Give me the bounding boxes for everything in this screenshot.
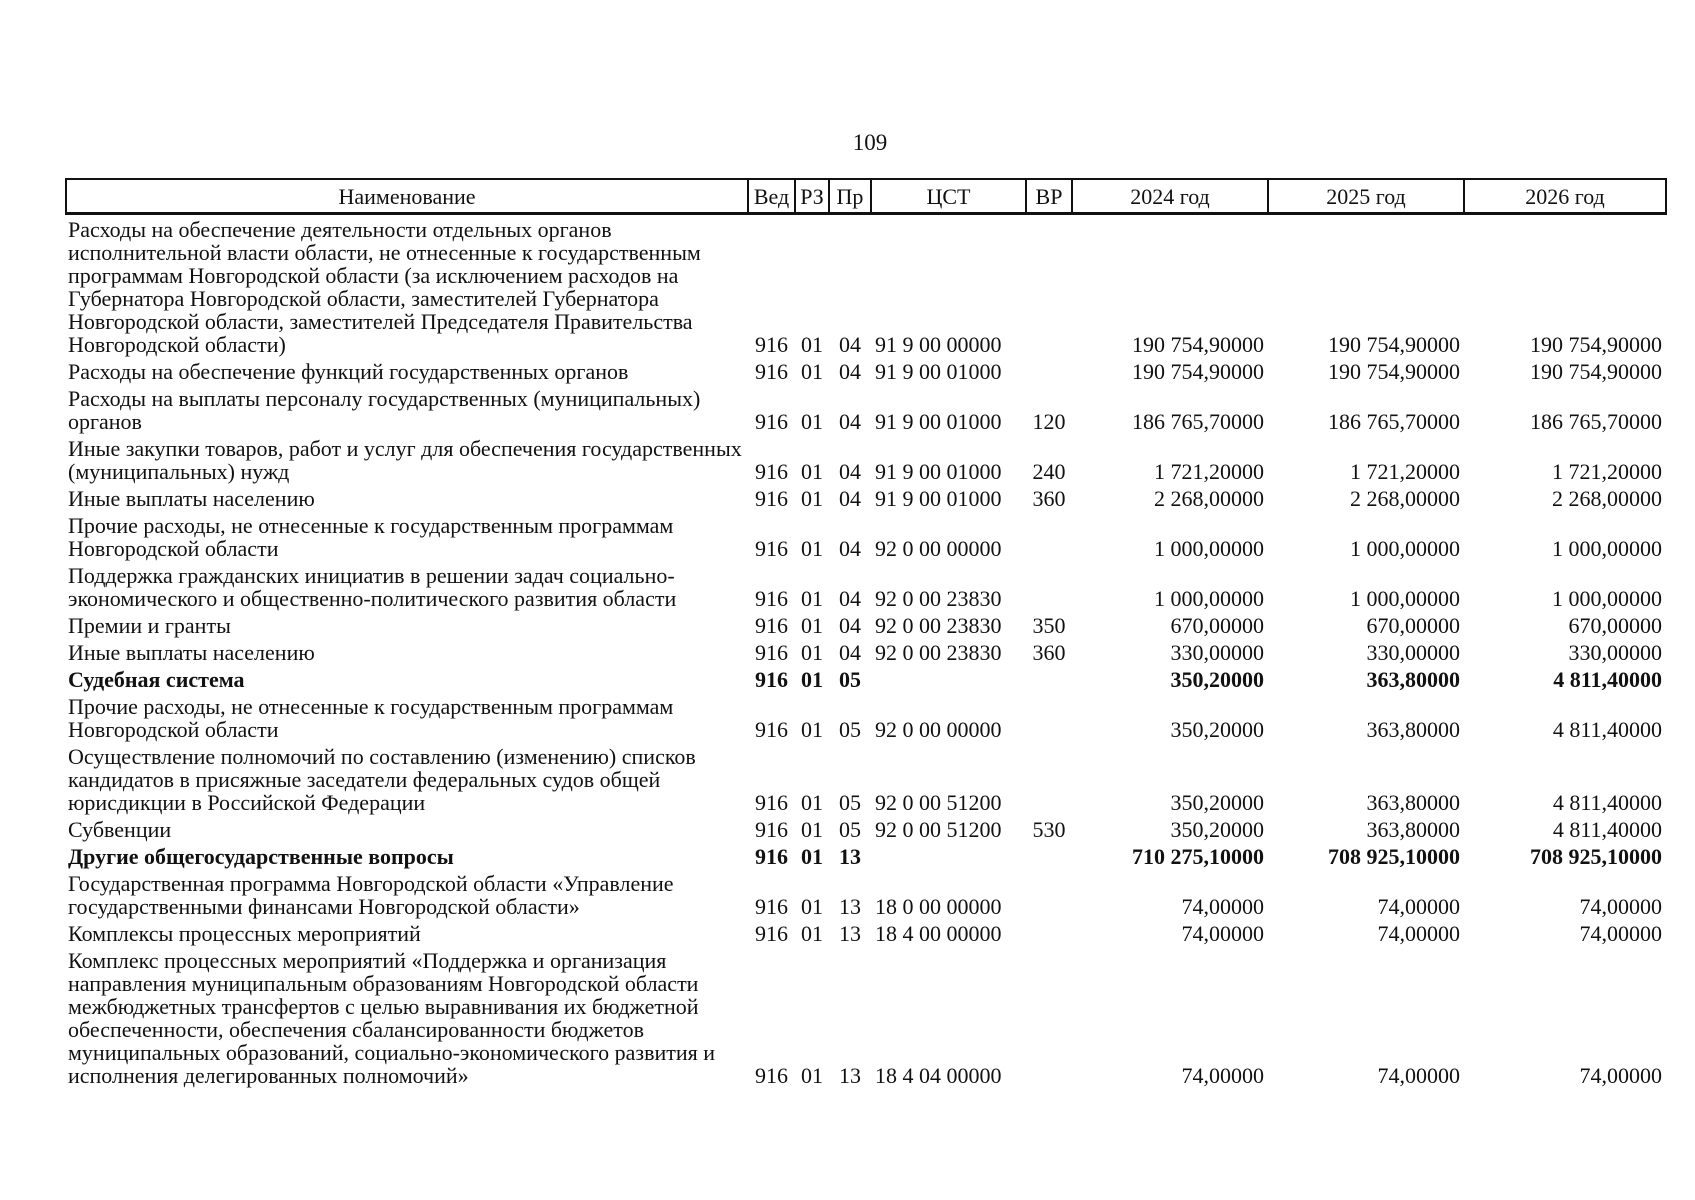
- table-row: [66, 484, 1666, 511]
- row-rz: 01: [801, 817, 823, 842]
- row-name: Субвенции: [68, 817, 172, 842]
- table-row: [66, 384, 1666, 434]
- row-amount-2025: 363,80000: [1366, 667, 1460, 692]
- header-2025: 2025 год: [1268, 179, 1464, 214]
- row-cst: [871, 842, 1026, 869]
- row-name: Осуществление полномочий по составлению (изменению) списков кандидатов в присяжные заседатели федеральных судов общей юрисдикции в Российской Федерации: [68, 744, 696, 815]
- row-amount-2024: 350,20000: [1170, 717, 1264, 742]
- row-cst: 92 0 00 23830: [875, 586, 1002, 611]
- row-amount-2024: 710 275,10000: [1132, 844, 1264, 869]
- row-rz: 01: [801, 667, 823, 692]
- row-ved: 916: [755, 894, 788, 919]
- row-rz: 01: [801, 332, 823, 357]
- table-row: [66, 665, 1666, 692]
- row-rz: 01: [801, 586, 823, 611]
- row-amount-2024: 74,00000: [1181, 894, 1264, 919]
- table-row: [66, 742, 1666, 815]
- row-vr: [1026, 842, 1072, 869]
- row-rz: 01: [801, 921, 823, 946]
- row-name: Иные выплаты населению: [68, 640, 315, 665]
- row-amount-2025: 2 268,00000: [1350, 486, 1460, 511]
- row-amount-2025: 330,00000: [1366, 640, 1460, 665]
- table-row: [66, 561, 1666, 611]
- table-row: [66, 434, 1666, 484]
- row-amount-2024: 350,20000: [1170, 817, 1264, 842]
- row-amount-2025: 670,00000: [1366, 613, 1460, 638]
- row-ved: 916: [755, 640, 788, 665]
- row-cst: 92 0 00 51200: [875, 790, 1002, 815]
- row-vr: 360: [1032, 486, 1066, 511]
- row-rz: 01: [801, 486, 823, 511]
- row-amount-2025: 363,80000: [1366, 817, 1460, 842]
- row-rz: 01: [801, 1063, 823, 1088]
- row-rz: 01: [801, 536, 823, 561]
- header-name: Наименование: [66, 179, 748, 214]
- row-cst: 92 0 00 23830: [875, 613, 1002, 638]
- row-pr: 04: [839, 586, 861, 611]
- table-header-row: [66, 179, 1666, 214]
- row-rz: 01: [801, 459, 823, 484]
- row-name: Судебная система: [68, 667, 245, 692]
- row-cst: 91 9 00 01000: [875, 409, 1002, 434]
- row-amount-2024: 74,00000: [1181, 921, 1264, 946]
- row-amount-2024: 186 765,70000: [1132, 409, 1264, 434]
- row-amount-2025: 1 000,00000: [1350, 586, 1460, 611]
- header-ved: Вед: [748, 179, 795, 214]
- table-row: [66, 692, 1666, 742]
- row-amount-2026: 1 000,00000: [1552, 586, 1662, 611]
- row-pr: 04: [839, 613, 861, 638]
- row-amount-2026: 670,00000: [1568, 613, 1662, 638]
- row-name: Поддержка гражданских инициатив в решении задач социально-экономического и общественно-политического развития области: [68, 563, 677, 611]
- row-name: Другие общегосударственные вопросы: [68, 844, 454, 869]
- row-name: Прочие расходы, не отнесенные к государственным программам Новгородской области: [68, 513, 674, 561]
- page-number: 109: [852, 130, 888, 155]
- row-name: Расходы на обеспечение функций государственных органов: [68, 359, 629, 384]
- row-amount-2025: 1 000,00000: [1350, 536, 1460, 561]
- row-vr: [1026, 869, 1072, 919]
- row-amount-2024: 350,20000: [1170, 790, 1264, 815]
- row-ved: 916: [755, 717, 788, 742]
- row-amount-2024: 74,00000: [1181, 1063, 1264, 1088]
- row-amount-2026: 1 000,00000: [1552, 536, 1662, 561]
- row-cst: 91 9 00 00000: [875, 332, 1002, 357]
- row-ved: 916: [755, 486, 788, 511]
- row-vr: [1026, 692, 1072, 742]
- table-row: [66, 869, 1666, 919]
- row-rz: 01: [801, 790, 823, 815]
- table-row: [66, 357, 1666, 384]
- row-amount-2024: 1 000,00000: [1154, 536, 1264, 561]
- row-amount-2026: 4 811,40000: [1553, 667, 1662, 692]
- row-amount-2025: 363,80000: [1366, 790, 1460, 815]
- row-amount-2025: 190 754,90000: [1328, 332, 1460, 357]
- row-vr: [1026, 214, 1072, 358]
- row-amount-2025: 74,00000: [1377, 921, 1460, 946]
- row-cst: 18 4 00 00000: [875, 921, 1002, 946]
- header-vr: ВР: [1026, 179, 1072, 214]
- row-amount-2024: 330,00000: [1170, 640, 1264, 665]
- row-ved: 916: [755, 586, 788, 611]
- header-2026: 2026 год: [1464, 179, 1666, 214]
- row-rz: 01: [801, 359, 823, 384]
- row-vr: [1026, 742, 1072, 815]
- row-amount-2026: 1 721,20000: [1552, 459, 1662, 484]
- row-amount-2026: 190 754,90000: [1530, 332, 1662, 357]
- row-amount-2025: 74,00000: [1377, 894, 1460, 919]
- row-vr: 360: [1032, 640, 1066, 665]
- row-amount-2024: 350,20000: [1170, 667, 1264, 692]
- row-ved: 916: [755, 359, 788, 384]
- row-amount-2024: 1 721,20000: [1154, 459, 1264, 484]
- row-cst: 18 0 00 00000: [875, 894, 1002, 919]
- row-amount-2025: 1 721,20000: [1350, 459, 1460, 484]
- row-name: Иные выплаты населению: [68, 486, 315, 511]
- row-name: Комплексы процессных мероприятий: [68, 921, 421, 946]
- table-row: [66, 919, 1666, 946]
- row-name: Расходы на обеспечение деятельности отдельных органов исполнительной власти области, не отнесенные к государственным программам Новгородской области (за исключением расходов на Губернатора Новгородской области, заместителей Губернатора Новгородской области, заместителей Председателя Правительства Новгородской области): [68, 217, 701, 357]
- row-amount-2024: 190 754,90000: [1132, 359, 1264, 384]
- row-cst: 92 0 00 00000: [875, 536, 1002, 561]
- row-vr: [1026, 665, 1072, 692]
- row-cst: [871, 665, 1026, 692]
- row-ved: 916: [755, 1063, 788, 1088]
- row-pr: 04: [839, 640, 861, 665]
- row-amount-2026: 330,00000: [1568, 640, 1662, 665]
- row-name: Прочие расходы, не отнесенные к государственным программам Новгородской области: [68, 694, 674, 742]
- row-amount-2026: 74,00000: [1579, 1063, 1662, 1088]
- row-cst: 92 0 00 00000: [875, 717, 1002, 742]
- table-row: [66, 611, 1666, 638]
- row-pr: 13: [839, 1063, 861, 1088]
- row-amount-2025: 186 765,70000: [1328, 409, 1460, 434]
- row-amount-2025: 190 754,90000: [1328, 359, 1460, 384]
- row-amount-2024: 670,00000: [1170, 613, 1264, 638]
- row-rz: 01: [801, 613, 823, 638]
- table-row: [66, 638, 1666, 665]
- table-row: [66, 214, 1666, 358]
- row-rz: 01: [801, 844, 823, 869]
- row-amount-2024: 1 000,00000: [1154, 586, 1264, 611]
- row-name: Иные закупки товаров, работ и услуг для обеспечения государственных (муниципальных) нужд: [68, 436, 742, 484]
- header-pr: Пр: [829, 179, 871, 214]
- row-vr: 240: [1032, 459, 1066, 484]
- row-pr: 05: [839, 667, 861, 692]
- row-rz: 01: [801, 640, 823, 665]
- row-cst: 92 0 00 23830: [875, 640, 1002, 665]
- table-row: [66, 842, 1666, 869]
- row-amount-2024: 2 268,00000: [1154, 486, 1264, 511]
- row-ved: 916: [755, 667, 788, 692]
- row-rz: 01: [801, 894, 823, 919]
- row-cst: 18 4 04 00000: [875, 1063, 1002, 1088]
- row-ved: 916: [755, 459, 788, 484]
- row-amount-2026: 2 268,00000: [1552, 486, 1662, 511]
- row-pr: 04: [839, 332, 861, 357]
- row-pr: 05: [839, 790, 861, 815]
- header-2024: 2024 год: [1072, 179, 1268, 214]
- row-amount-2026: 190 754,90000: [1530, 359, 1662, 384]
- row-vr: [1026, 561, 1072, 611]
- row-vr: 530: [1032, 817, 1066, 842]
- row-pr: 04: [839, 359, 861, 384]
- row-pr: 05: [839, 817, 861, 842]
- row-vr: [1026, 946, 1072, 1088]
- row-ved: 916: [755, 817, 788, 842]
- row-ved: 916: [755, 790, 788, 815]
- row-rz: 01: [801, 717, 823, 742]
- row-cst: 91 9 00 01000: [875, 459, 1002, 484]
- row-ved: 916: [755, 613, 788, 638]
- row-amount-2026: 4 811,40000: [1552, 717, 1662, 742]
- row-ved: 916: [755, 921, 788, 946]
- row-amount-2026: 74,00000: [1579, 894, 1662, 919]
- row-vr: 350: [1032, 613, 1066, 638]
- row-ved: 916: [755, 536, 788, 561]
- row-amount-2024: 190 754,90000: [1132, 332, 1264, 357]
- header-rz: РЗ: [795, 179, 829, 214]
- row-ved: 916: [755, 332, 788, 357]
- table-row: [66, 815, 1666, 842]
- row-rz: 01: [801, 409, 823, 434]
- row-amount-2026: 186 765,70000: [1530, 409, 1662, 434]
- row-pr: 04: [839, 409, 861, 434]
- row-cst: 92 0 00 51200: [875, 817, 1002, 842]
- header-cst: ЦСТ: [871, 179, 1026, 214]
- row-pr: 13: [839, 844, 861, 869]
- row-cst: 91 9 00 01000: [875, 359, 1002, 384]
- row-ved: 916: [755, 409, 788, 434]
- row-amount-2025: 363,80000: [1366, 717, 1460, 742]
- row-pr: 04: [839, 459, 861, 484]
- row-vr: [1026, 511, 1072, 561]
- row-amount-2026: 4 811,40000: [1552, 790, 1662, 815]
- row-pr: 04: [839, 536, 861, 561]
- table-row: [66, 511, 1666, 561]
- row-amount-2025: 74,00000: [1377, 1063, 1460, 1088]
- row-ved: 916: [755, 844, 788, 869]
- row-amount-2025: 708 925,10000: [1328, 844, 1460, 869]
- row-vr: [1026, 357, 1072, 384]
- row-name: Комплекс процессных мероприятий «Поддержка и организация направления муниципальным образованиям Новгородской области межбюджетных трансфертов с целью выравнивания их бюджетной обеспеченности, обеспечения сбалансированности бюджетов муниципальных образований, социально-экономического развития и исполнения делегированных полномочий»: [68, 948, 716, 1088]
- row-name: Государственная программа Новгородской области «Управление государственными финансами Новгородской области»: [68, 871, 674, 919]
- row-pr: 04: [839, 486, 861, 511]
- row-amount-2026: 74,00000: [1579, 921, 1662, 946]
- row-pr: 13: [839, 921, 861, 946]
- budget-table: [65, 178, 1667, 1088]
- row-amount-2026: 708 925,10000: [1530, 844, 1662, 869]
- row-vr: [1026, 919, 1072, 946]
- row-cst: 91 9 00 01000: [875, 486, 1002, 511]
- row-name: Расходы на выплаты персоналу государственных (муниципальных) органов: [68, 386, 701, 434]
- row-pr: 05: [839, 717, 861, 742]
- row-amount-2026: 4 811,40000: [1552, 817, 1662, 842]
- row-pr: 13: [839, 894, 861, 919]
- row-vr: 120: [1032, 409, 1066, 434]
- row-name: Премии и гранты: [68, 613, 231, 638]
- table-row: [66, 946, 1666, 1088]
